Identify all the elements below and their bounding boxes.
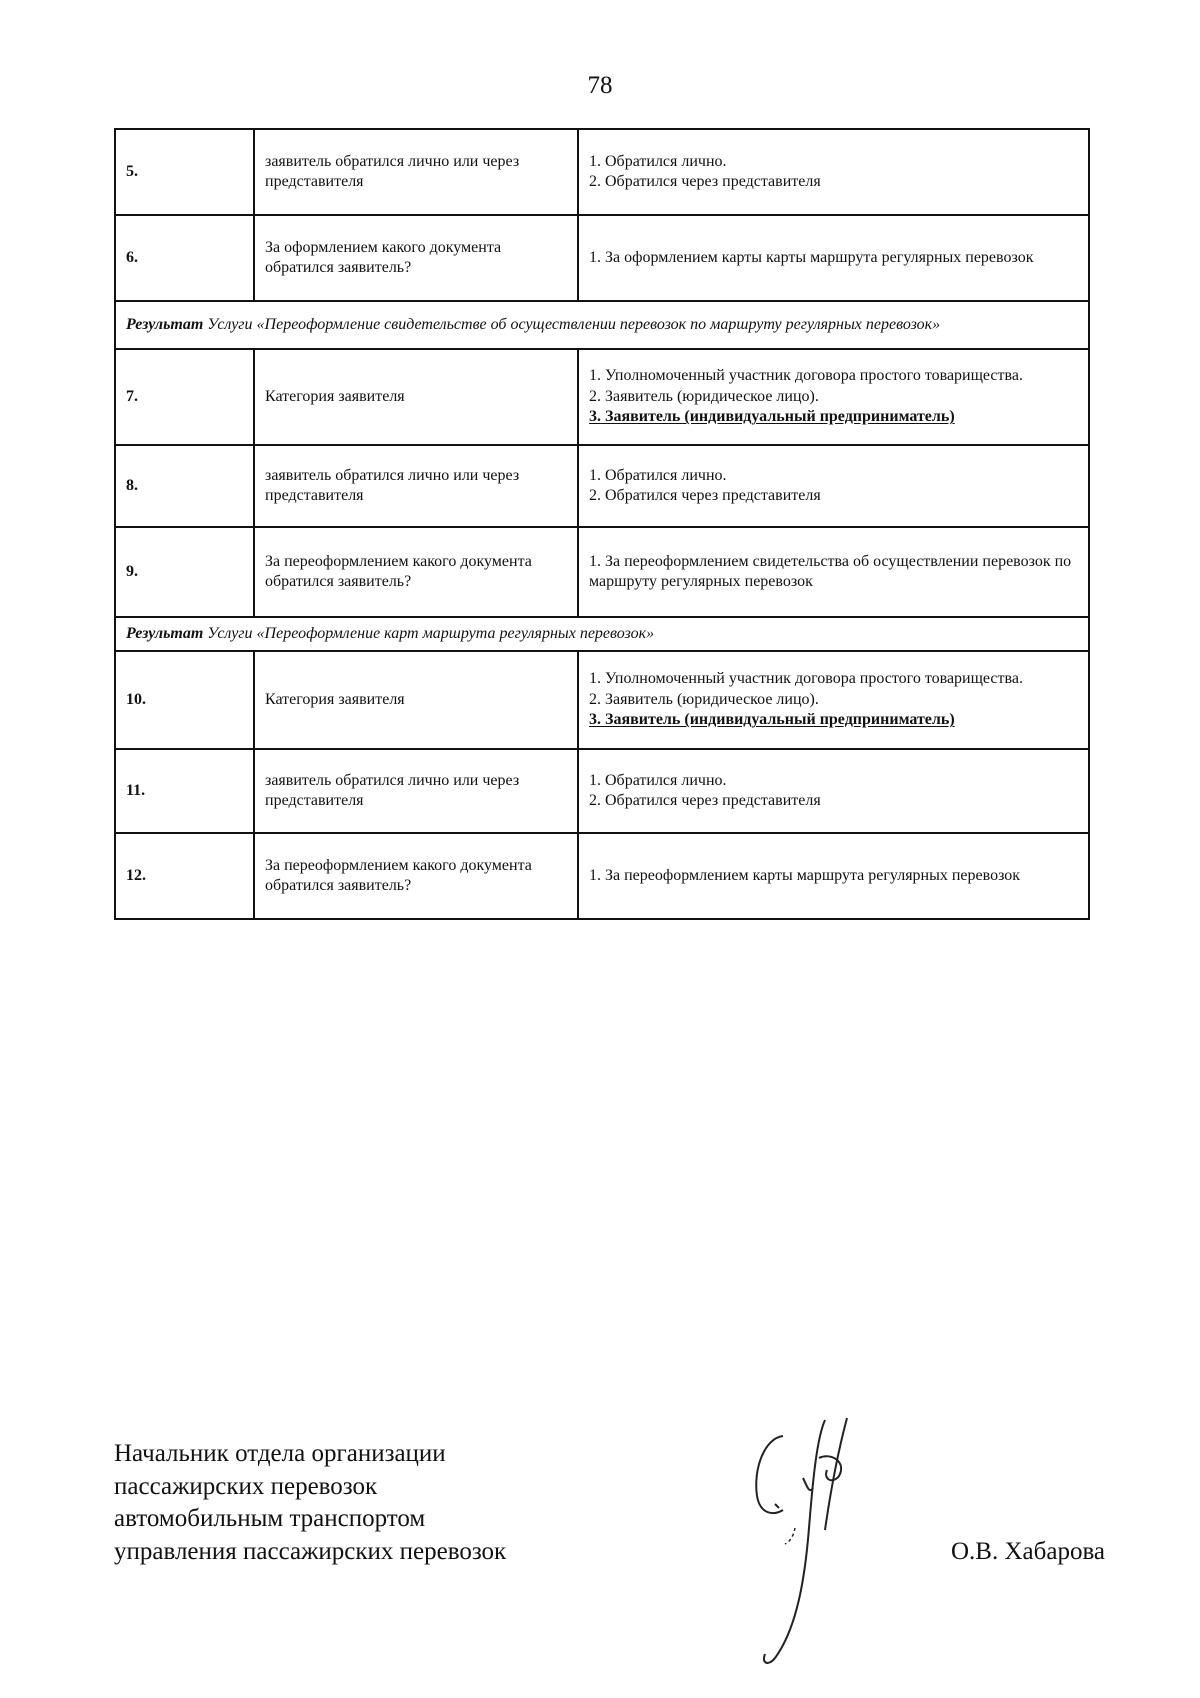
answer-option: 1. Уполномоченный участник договора простого товарищества. — [589, 367, 1023, 385]
answers-cell — [578, 833, 1089, 919]
answer-option: 1. За оформлением карты карты маршрута регулярных перевозок — [589, 248, 1034, 266]
answers-cell — [578, 349, 1089, 445]
table-row — [115, 129, 1089, 215]
position-line: управления пассажирских перевозок — [114, 1537, 507, 1565]
answers-cell — [578, 215, 1089, 301]
table-row — [115, 527, 1089, 617]
answers-cell — [578, 445, 1089, 527]
section-header-row — [115, 617, 1089, 651]
section-lead: Результат — [126, 315, 204, 333]
row-number: 5. — [115, 129, 254, 215]
row-number: 11. — [115, 749, 254, 833]
answer-option: 1. За переоформлением свидетельства об осуществлении перевозок по маршруту регулярных перевозок — [589, 552, 1072, 590]
answer-option: 1. Обратился лично. — [589, 152, 727, 170]
handwritten-signature — [735, 1418, 935, 1668]
answer-option: 1. За переоформлением карты маршрута регулярных перевозок — [589, 866, 1021, 884]
section-text: Услуги «Переоформление карт маршрута регулярных перевозок» — [203, 624, 655, 642]
answer-option: 2. Заявитель (юридическое лицо). — [589, 387, 819, 405]
section-header-row — [115, 301, 1089, 349]
answer-option: 2. Обратился через представителя — [589, 792, 821, 809]
signer-name: О.В. Хабарова — [951, 1538, 1106, 1565]
answer-option: 2. Заявитель (юридическое лицо). — [589, 690, 819, 708]
section-lead: Результат — [126, 624, 204, 642]
position-line: автомобильным транспортом — [114, 1505, 426, 1532]
answer-option: 2. Обратился через представителя — [589, 487, 821, 504]
position-line: пассажирских перевозок — [114, 1472, 378, 1500]
answers-cell — [578, 749, 1089, 833]
question-cell: Категория заявителя — [254, 349, 578, 445]
signatory-position — [114, 1438, 506, 1568]
question-cell: заявитель обратился лично или через представителя — [254, 445, 578, 527]
question-cell: Категория заявителя — [254, 651, 578, 749]
answer-option: 1. Обратился лично. — [589, 466, 727, 484]
table-row — [115, 749, 1089, 833]
table-row — [115, 445, 1089, 527]
table-row — [115, 215, 1089, 301]
answer-option: 3. Заявитель (индивидуальный предприниматель) — [589, 408, 955, 426]
page-number: 78 — [587, 72, 613, 99]
answers-cell — [578, 527, 1089, 617]
table-row — [115, 651, 1089, 749]
question-cell: заявитель обратился лично или через представителя — [254, 749, 578, 833]
answer-option: 1. Уполномоченный участник договора простого товарищества. — [589, 670, 1023, 688]
row-number: 7. — [115, 349, 254, 445]
questionnaire-table — [114, 128, 1090, 920]
question-cell: За переоформлением какого документа обратился заявитель? — [254, 527, 578, 617]
question-cell: заявитель обратился лично или через представителя — [254, 129, 578, 215]
row-number: 10. — [115, 651, 254, 749]
answer-option: 3. Заявитель (индивидуальный предприниматель) — [589, 711, 955, 729]
section-title — [115, 301, 1089, 349]
position-line: Начальник отдела организации — [114, 1440, 446, 1467]
answer-option: 1. Обратился лично. — [589, 771, 727, 789]
section-text: Услуги «Переоформление свидетельстве об осуществлении перевозок по маршруту регулярных перевозок» — [203, 315, 941, 333]
row-number: 6. — [115, 215, 254, 301]
answer-option: 2. Обратился через представителя — [589, 173, 821, 190]
question-cell: За переоформлением какого документа обратился заявитель? — [254, 833, 578, 919]
row-number: 9. — [115, 527, 254, 617]
question-cell: За оформлением какого документа обратился заявитель? — [254, 215, 578, 301]
answers-cell — [578, 129, 1089, 215]
section-title — [115, 617, 1089, 651]
table-row — [115, 833, 1089, 919]
table-row — [115, 349, 1089, 445]
answers-cell — [578, 651, 1089, 749]
row-number: 8. — [115, 445, 254, 527]
row-number: 12. — [115, 833, 254, 919]
